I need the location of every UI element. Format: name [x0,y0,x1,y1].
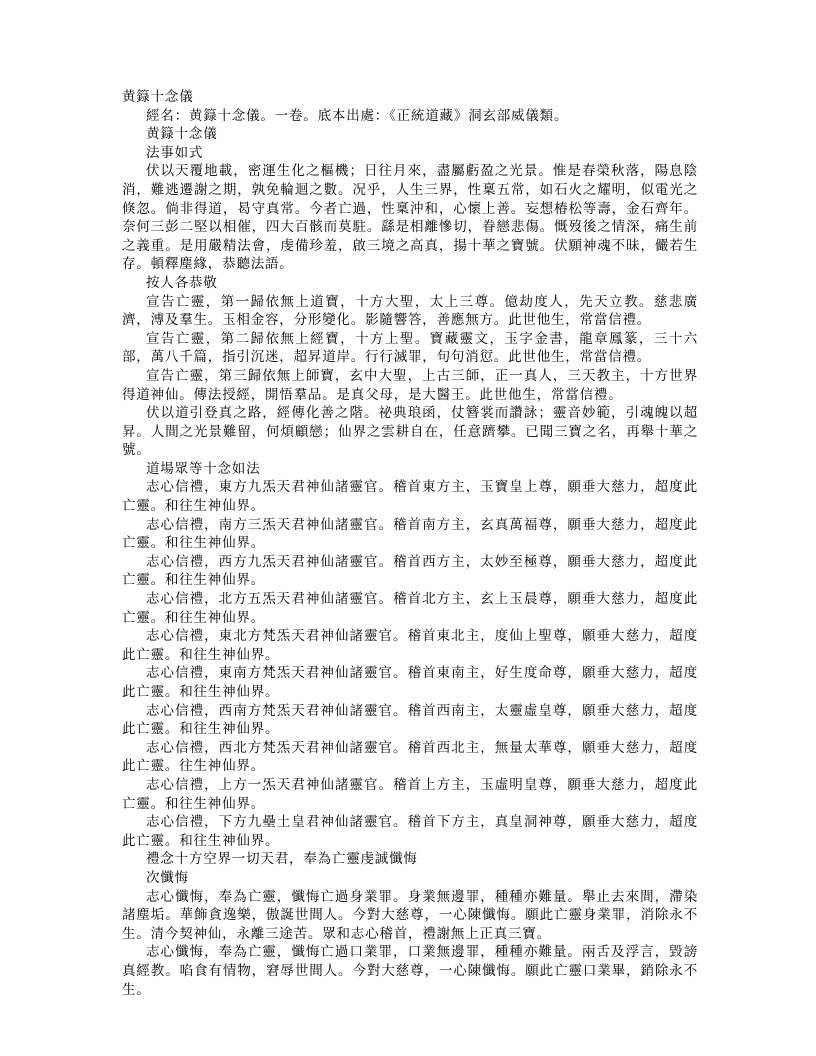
paragraph: 志心信禮，西方九炁天君神仙諸靈官。稽首西方主，太妙至極尊，願垂大慈力，超度此亡靈。和往生神仙界。 [122,553,698,588]
paragraph: 宣告亡靈，第二歸依無上經寶，十方上聖。寶藏靈文，玉字金書，龍章鳳篆，三十六部，萬八千篇，指引沉迷，超昇道岸。行行滅罪，句句消愆。此世他生，常當信禮。 [122,330,698,365]
paragraph: 禮念十方空界一切天君，奉為亡靈虔誠懺悔 [146,851,418,867]
paragraph: 次懺悔 [146,869,189,885]
paragraph: 經名：黄籙十念儀。一卷。底本出處：《正統道藏》洞玄部威儀類。 [146,107,569,123]
paragraph: 伏以天覆地載，密運生化之樞機；日往月來，盡屬虧盈之光景。惟是春榮秋落，陽息陰消，難逃遷謝之期，孰免輪迴之數。况乎，人生三界，性稟五常，如石火之耀明，似電光之倏忽。倘非得道，曷守真常。今者亡過，性稟沖和，心懷上善。妄想椿松等壽，金石齊年。奈何三彭二堅以相催，四大百骸而莫駐。繇是相離慘切，眷戀悲傷。慨歿後之情深，痛生前之義重。是用嚴精法會，虔備珍羞，啟三境之高真，揚十華之寶號。伏願神魂不昧，儼若生存。頓釋塵緣，恭聽法語。 [122,163,698,272]
paragraph: 志心信禮，南方三炁天君神仙諸靈官。稽首南方主，玄真萬福尊，願垂大慈力，超度此亡靈。和往生神仙界。 [122,516,698,551]
paragraph: 志心信禮，東方九炁天君神仙諸靈官。稽首東方主，玉寶皇上尊，願垂大慈力，超度此亡靈。和往生神仙界。 [122,479,698,514]
paragraph: 志心信禮，上方一炁天君神仙諸靈官。稽首上方主，玉虛明皇尊，願垂大慈力，超度此亡靈。和往生神仙界。 [122,776,698,811]
paragraph: 志心懺悔，奉為亡靈，懺悔亡過口業罪，口業無邊罪，種種亦難量。兩舌及浮言，毀謗真經教。啗食有情物，窘辱世間人。今對大慈尊，一心陳懺悔。願此亡靈口業畢，銷除永不生。 [122,944,698,997]
paragraph: 志心信禮，下方九壘土皇君神仙諸靈官。稽首下方主，真皇洞神尊，願垂大慈力，超度此亡靈。和往生神仙界。 [122,814,698,848]
text-content [122,88,698,999]
paragraph: 志心信禮，西南方梵炁天君神仙諸靈官。稽首西南主，太靈虛皇尊，願垂大慈力，超度此亡靈。和往生神仙界。 [122,702,698,737]
paragraph: 志心信禮，東北方梵炁天君神仙諸靈官。稽首東北主，度仙上聖尊，願垂大慈力，超度此亡靈。和往生神仙界。 [122,628,698,662]
paragraph: 宣告亡靈，第一歸依無上道寶，十方大聖，太上三尊。億劫度人，先天立教。慈悲廣濟，溥及羣生。玉相金容，分形變化。影隨響答，善應無方。此世他生，常當信禮。 [122,293,698,328]
paragraph: 志心懺悔，奉為亡靈，懺悔亡過身業罪。身業無邊罪，種種亦難量。舉止去來間，滯染諸塵垢。華飾貪逸樂，傲誕世間人。今對大慈尊，一心陳懺悔。願此亡靈身業罪，消除永不生。清今契神仙，永離三途苦。眾和志心稽首，禮謝無上正真三寶。 [122,888,698,941]
paragraph: 宣告亡靈，第三歸依無上師寶，玄中大聖，上古三師，正一真人，三天教主，十方世界得道神仙。傳法授經，開悟羣品。是真父母，是大醫王。此世他生，常當信禮。 [122,367,698,402]
document-title: 黄籙十念儀 [122,89,194,104]
paragraph: 志心信禮，西北方梵炁天君神仙諸靈官。稽首西北主，無量太華尊，願垂大慈力，超度此亡靈。往生神仙界。 [122,739,698,774]
paragraph: 按人各恭敬 [146,274,218,290]
paragraph: 道場眾等十念如法 [146,460,261,476]
paragraph: 黄籙十念儀 [146,126,218,142]
paragraph: 志心信禮，北方五炁天君神仙諸靈官。稽首北方主，玄上玉晨尊，願垂大慈力，超度此亡靈。和往生神仙界。 [122,591,698,625]
paragraph: 伏以道引登真之路，經傳化善之階。祕典琅函，仗簪裳而讚詠；靈音妙範，引魂魄以超昇。人間之光景難留，何煩顧戀；仙界之雲耕自在，任意躋攀。已聞三寶之名，再舉十華之號。 [122,405,698,458]
paragraph: 志心信禮，東南方梵炁天君神仙諸靈官。稽首東南主，好生度命尊，願垂大慈力，超度此亡靈。和往生神仙界。 [122,665,698,699]
paragraph: 法事如式 [146,144,204,160]
